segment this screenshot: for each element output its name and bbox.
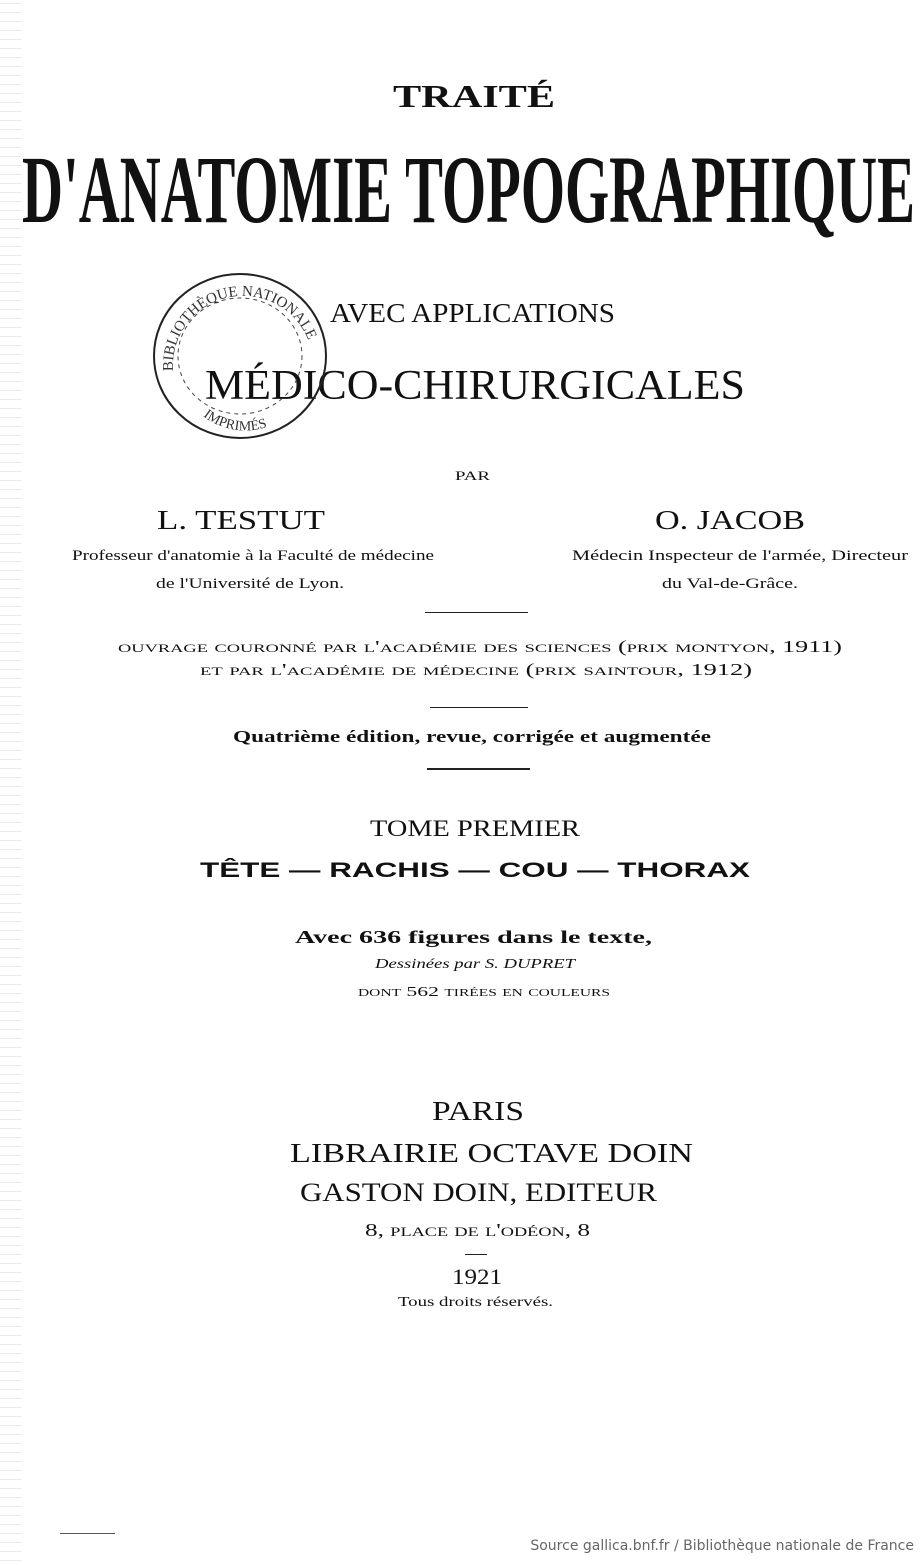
svg-text:IMPRIMÉS: IMPRIMÉS — [200, 407, 269, 435]
divider — [430, 707, 528, 708]
title-top: TRAITÉ — [393, 78, 555, 114]
author-1-title: Professeur d'anatomie à la Faculté de médecine — [72, 548, 434, 564]
divider — [465, 1254, 487, 1255]
publisher: LIBRAIRIE OCTAVE DOIN — [290, 1138, 693, 1168]
author-1-name: L. TESTUT — [157, 505, 325, 535]
edition: Quatrième édition, revue, corrigée et augmentée — [233, 727, 711, 746]
rights: Tous droits réservés. — [398, 1295, 553, 1310]
year: 1921 — [452, 1264, 502, 1289]
subtitle-1: AVEC APPLICATIONS — [330, 298, 615, 328]
library-stamp — [148, 266, 333, 446]
divider — [60, 1533, 115, 1534]
source-attribution: Source gallica.bnf.fr / Bibliothèque nationale de France — [530, 1538, 914, 1554]
subtitle-2: MÉDICO-CHIRURGICALES — [205, 363, 745, 409]
illustrator: Dessinées par S. DUPRET — [375, 957, 575, 972]
by-label: PAR — [455, 468, 490, 483]
volume-contents: TÊTE — RACHIS — COU — THORAX — [200, 859, 750, 882]
scan-edge — [0, 0, 22, 1565]
author-2-affiliation: du Val-de-Grâce. — [662, 576, 798, 592]
color-figures: dont 562 tirées en couleurs — [358, 985, 610, 1000]
author-2-title: Médecin Inspecteur de l'armée, Directeur — [572, 548, 908, 564]
title-main: D'ANATOMIE TOPOGRAPHIQUE — [22, 136, 915, 243]
figures-count: Avec 636 figures dans le texte, — [295, 927, 652, 947]
svg-text:BIBLIOTHÈQUE NATIONALE: BIBLIOTHÈQUE NATIONALE — [160, 283, 320, 372]
divider — [425, 612, 528, 613]
address: 8, place de l'odéon, 8 — [365, 1220, 590, 1240]
author-2-name: O. JACOB — [655, 505, 805, 535]
author-1-affiliation: de l'Université de Lyon. — [156, 576, 344, 592]
city: PARIS — [432, 1096, 524, 1126]
award-1: ouvrage couronné par l'académie des sciences (prix montyon, 1911) — [118, 637, 842, 656]
award-2: et par l'académie de médecine (prix saintour, 1912) — [200, 660, 752, 679]
divider — [427, 768, 530, 770]
volume-title: TOME PREMIER — [370, 816, 580, 841]
editor: GASTON DOIN, EDITEUR — [300, 1178, 657, 1207]
